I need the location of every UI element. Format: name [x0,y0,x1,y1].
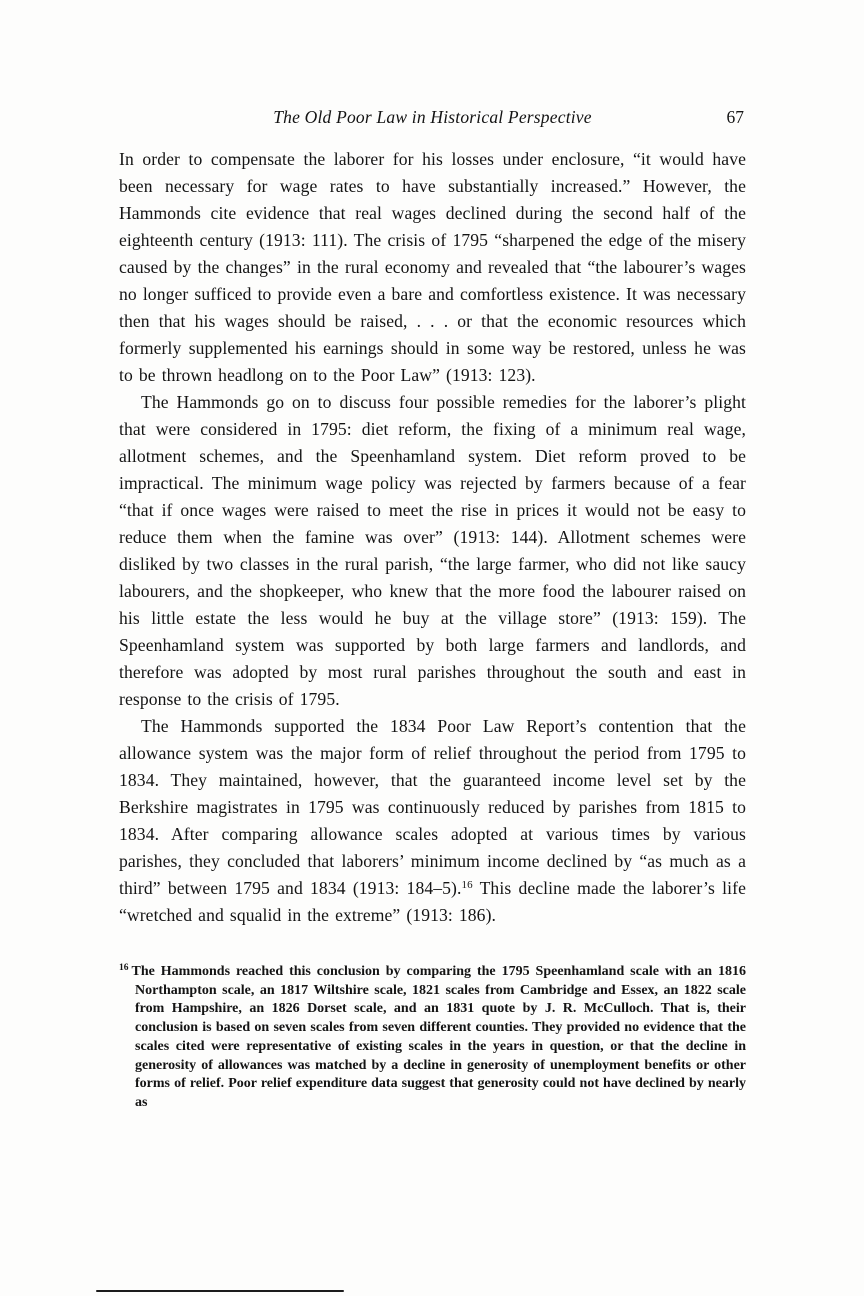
footnote [119,963,746,1113]
footnote-block [119,963,746,1113]
paragraph: In order to compensate the laborer for his losses under enclosure, “it would have been necessary for wage rates to have substantially increased.” However, the Hammonds cite evidence that real wages declined during the second half of the eighteenth century (1913: 111). The crisis of 1795 “sharpened the edge of the misery caused by the changes” in the rural economy and revealed that “the labourer’s wages no longer sufficed to provide even a bare and comfortless existence. It was necessary then that his wages should be raised, . . . or that the economic resources which formerly supplemented his earnings should in some way be restored, unless he was to be thrown headlong on to the Poor Law” (1913: 123). [119,149,746,385]
page-number: 67 [726,107,744,127]
scan-edge-artifact [96,1290,344,1292]
footnote-text: The Hammonds reached this conclusion by comparing the 1795 Speenhamland scale with an 1816 Northampton scale, an 1817 Wiltshire scale, 1821 scales from Cambridge and Essex, an 1822 scale from Hampshire, an 1826 Dorset scale, and an 1831 quote by J. R. McCulloch. That is, their conclusion is based on seven scales from seven different counties. They provided no evidence that the scales cited were representative of existing scales in the years in question, or that the decline in generosity of allowances was matched by a decline in generosity of unemployment benefits or other forms of relief. Poor relief expenditure data suggest that generosity could not have declined by nearly as [131,964,746,1110]
paragraph [119,713,746,929]
paragraph-text: This decline made the laborer’s life “wretched and squalid in the extreme” (1913: 186). [119,878,746,925]
paragraph: The Hammonds go on to discuss four possible remedies for the laborer’s plight that were considered in 1795: diet reform, the fixing of a minimum real wage, allotment schemes, and the Speenhamland system. Diet reform proved to be impractical. The minimum wage policy was rejected by farmers because of a fear “that if once wages were raised to meet the rise in prices it would not be easy to reduce them when the famine was over” (1913: 144). Allotment schemes were disliked by two classes in the rural parish, “the large farmer, who did not like saucy labourers, and the shopkeeper, who knew that the more food the labourer raised on his little estate the less would he buy at the village store” (1913: 159). The Speenhamland system was supported by both large farmers and landlords, and therefore was adopted by most rural parishes throughout the south and east in response to the crisis of 1795. [119,392,746,709]
text-column [119,104,746,1113]
body-text [119,146,746,929]
footnote-marker: 16 [119,963,129,973]
running-head [119,104,746,130]
paragraph-text: The Hammonds supported the 1834 Poor Law Report’s contention that the allowance system was the major form of relief throughout the period from 1795 to 1834. They maintained, however, that the guaranteed income level set by the Berkshire magistrates in 1795 was continuously reduced by parishes from 1815 to 1834. After comparing allowance scales adopted at various times by various parishes, they concluded that laborers’ minimum income declined by “as much as a third” between 1795 and 1834 (1913: 184–5). [119,716,746,898]
footnote-reference: 16 [461,879,473,891]
page-title: The Old Poor Law in Historical Perspective [273,107,592,127]
